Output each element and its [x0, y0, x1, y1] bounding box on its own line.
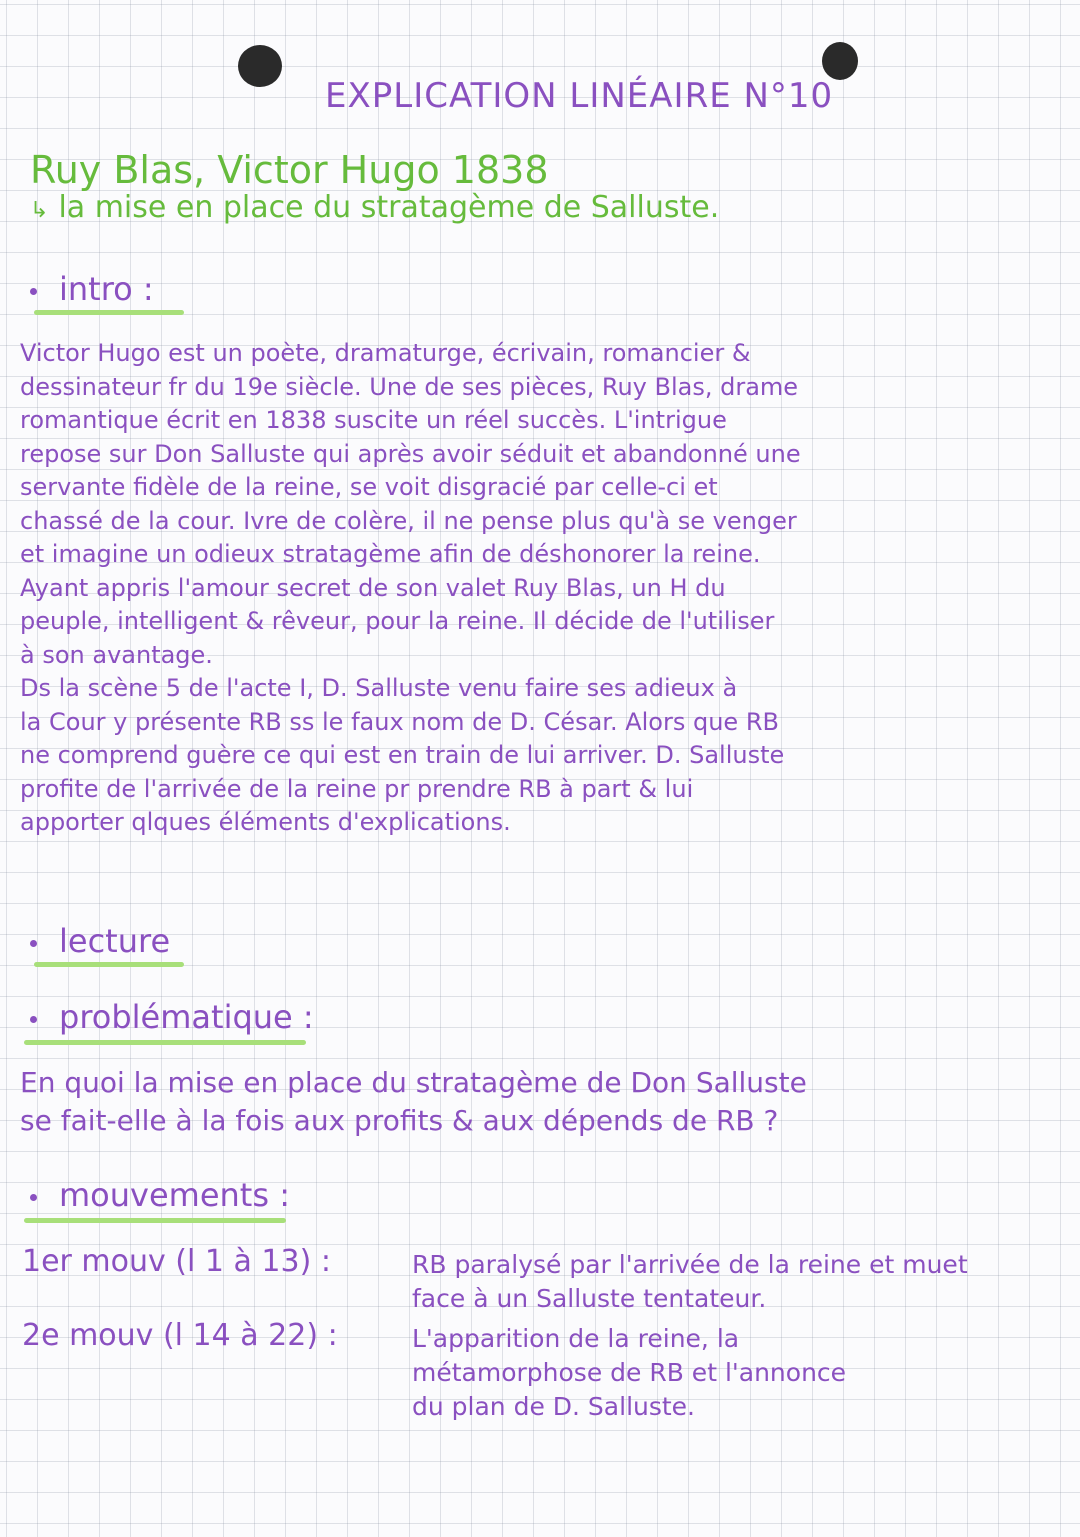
intro-line: la Cour y présente RB ss le faux nom de D. César. Alors que RB: [20, 707, 779, 736]
book-reference: Ruy Blas, Victor Hugo 1838: [30, 148, 549, 192]
intro-line: repose sur Don Salluste qui après avoir séduit et abandonné une: [20, 439, 801, 468]
intro-heading: [30, 270, 154, 308]
mouvements-highlight: [24, 1218, 286, 1223]
lecture-heading-label: lecture: [59, 922, 171, 960]
intro-line: ne comprend guère ce qui est en train de lui arriver. D. Salluste: [20, 741, 785, 769]
problematique-highlight: [24, 1040, 306, 1045]
intro-heading-label: intro :: [59, 270, 154, 308]
mouvement-1-description: [412, 1248, 968, 1316]
intro-paragraph: [20, 337, 801, 840]
bullet-icon: [30, 1194, 37, 1201]
intro-line: chassé de la cour. Ivre de colère, il ne pense plus qu'à se venger: [20, 506, 797, 535]
subtitle-text: la mise en place du stratagème de Salluste.: [58, 190, 720, 225]
problematique-line: En quoi la mise en place du stratagème de Don Salluste: [20, 1066, 807, 1099]
mouvements-heading: [30, 1176, 290, 1214]
intro-line: Ds la scène 5 de l'acte I, D. Salluste venu faire ses adieux à: [20, 674, 738, 702]
bullet-icon: [30, 940, 37, 947]
problematique-question: [20, 1064, 807, 1140]
mouvements-heading-label: mouvements :: [59, 1176, 290, 1214]
intro-line: romantique écrit en 1838 suscite un réel succès. L'intrigue: [20, 406, 727, 434]
page-title: EXPLICATION LINÉAIRE N°10: [325, 76, 834, 116]
arrow-icon: ↳: [30, 198, 49, 223]
intro-line: peuple, intelligent & rêveur, pour la reine. Il décide de l'utiliser: [20, 607, 775, 635]
problematique-line: se fait-elle à la fois aux profits & aux dépends de RB ?: [20, 1104, 779, 1137]
mouvement-2-line: L'apparition de la reine, la: [412, 1324, 740, 1353]
mouvement-2-description: [412, 1322, 846, 1424]
mouvement-2-line: métamorphose de RB et l'annonce: [412, 1358, 847, 1387]
intro-line: apporter qlques éléments d'explications.: [20, 808, 511, 836]
intro-line: Victor Hugo est un poète, dramaturge, écrivain, romancier &: [20, 339, 751, 367]
bullet-icon: [30, 288, 37, 295]
intro-line: Ayant appris l'amour secret de son valet Ruy Blas, un H du: [20, 573, 726, 602]
punch-hole-right: [822, 42, 858, 80]
mouvement-2-label: 2e mouv (l 14 à 22) :: [22, 1318, 338, 1353]
bullet-icon: [30, 1016, 37, 1023]
lecture-highlight: [34, 962, 184, 967]
intro-highlight: [34, 310, 184, 315]
intro-line: dessinateur fr du 19e siècle. Une de ses pièces, Ruy Blas, drame: [20, 372, 799, 401]
intro-line: servante fidèle de la reine, se voit disgracié par celle-ci et: [20, 473, 718, 501]
mouvement-1-label: 1er mouv (l 1 à 13) :: [22, 1244, 331, 1279]
problematique-heading: [30, 998, 314, 1036]
mouvement-1-line: RB paralysé par l'arrivée de la reine et muet: [412, 1250, 968, 1279]
lecture-heading: [30, 922, 170, 960]
punch-hole-left: [238, 45, 282, 87]
intro-line: et imagine un odieux stratagème afin de déshonorer la reine.: [20, 540, 761, 568]
intro-line: à son avantage.: [20, 640, 213, 669]
intro-line: profite de l'arrivée de la reine pr prendre RB à part & lui: [20, 774, 694, 803]
subtitle: [30, 190, 719, 225]
mouvement-1-line: face à un Salluste tentateur.: [412, 1284, 767, 1313]
problematique-heading-label: problématique :: [59, 998, 314, 1036]
mouvement-2-line: du plan de D. Salluste.: [412, 1392, 696, 1421]
